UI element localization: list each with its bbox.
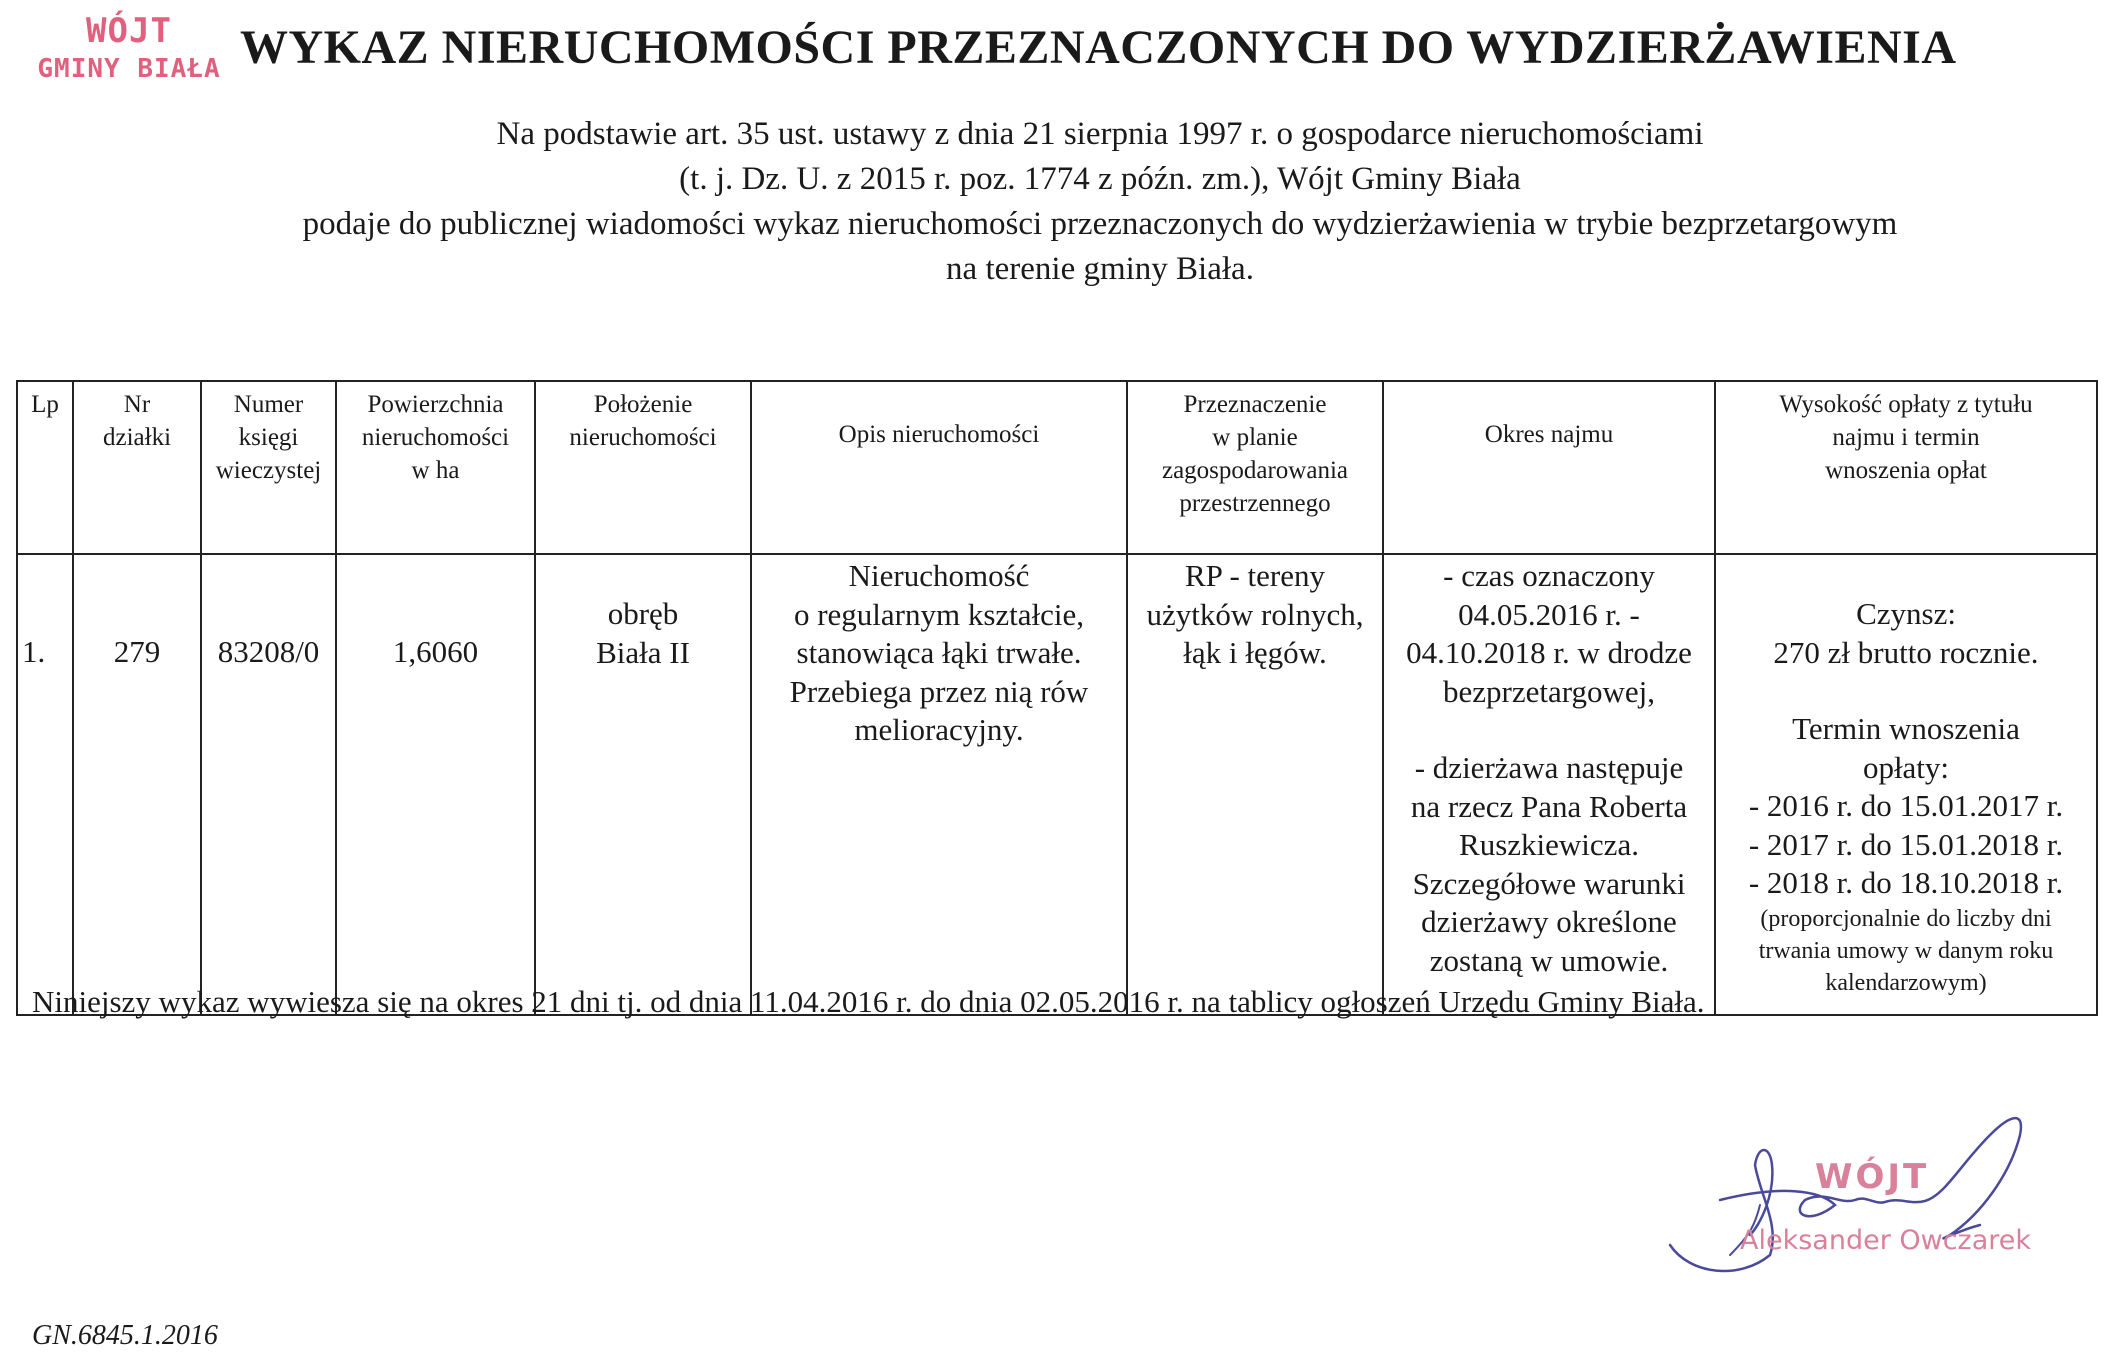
signature-stamp-title: WÓJT xyxy=(1815,1157,1930,1197)
cell-okres-part-2: - dzierżawa następuje na rzecz Pana Roberta Ruszkiewicza. Szczegółowe warunki dzierżawy określone zostaną w umowie. xyxy=(1410,750,1688,978)
signature-stamp-name: Aleksander Owczarek xyxy=(1740,1225,2032,1256)
signature-block xyxy=(1660,1105,2080,1295)
official-stamp xyxy=(14,10,244,85)
cell-powierzchnia-text: 1,6060 xyxy=(392,634,479,669)
reference-number: GN.6845.1.2016 xyxy=(32,1320,218,1351)
cell-okres xyxy=(1383,554,1715,1015)
cell-oplata-part-1: Czynsz: 270 zł brutto rocznie. xyxy=(1773,596,2039,670)
table-row xyxy=(17,554,2097,1015)
header-powierzchnia: Powierzchnia nieruchomości w ha xyxy=(336,381,535,554)
cell-powierzchnia xyxy=(336,554,535,1015)
handwritten-signature xyxy=(1660,1105,2080,1295)
header-oplata: Wysokość opłaty z tytułu najmu i termin wnoszenia opłat xyxy=(1715,381,2097,554)
stamp-line-1: WÓJT xyxy=(86,11,172,51)
header-lp: Lp xyxy=(17,381,73,554)
cell-polozenie xyxy=(535,554,751,1015)
document-title: WYKAZ NIERUCHOMOŚCI PRZEZNACZONYCH DO WYDZIERŻAWIENIA xyxy=(240,21,1957,74)
cell-opis: Nieruchomość o regularnym kształcie, stanowiąca łąki trwałe. Przebiega przez nią rów melioracyjny. xyxy=(751,554,1127,1015)
cell-lp xyxy=(17,554,73,1015)
cell-nr-dzialki-text: 279 xyxy=(113,634,161,669)
stamp-line-2: GMINY BIAŁA xyxy=(37,53,221,84)
cell-nr-dzialki xyxy=(73,554,201,1015)
intro-paragraph xyxy=(130,112,2070,292)
header-okres: Okres najmu xyxy=(1383,381,1715,554)
property-table xyxy=(16,380,2098,1016)
cell-ksiega xyxy=(201,554,336,1015)
cell-oplata xyxy=(1715,554,2097,1015)
header-ksiega: Numer księgi wieczystej xyxy=(201,381,336,554)
intro-line: (t. j. Dz. U. z 2015 r. poz. 1774 z późn. zm.), Wójt Gminy Biała xyxy=(679,161,1521,197)
cell-oplata-part-3: (proporcjonalnie do liczby dni trwania umowy w danym roku kalendarzowym) xyxy=(1758,905,2054,996)
intro-line: na terenie gminy Biała. xyxy=(946,251,1254,287)
cell-okres-part-1: - czas oznaczony 04.05.2016 r. - 04.10.2018 r. w drodze bezprzetargowej, xyxy=(1406,558,1692,709)
cell-ksiega-text: 83208/0 xyxy=(217,634,320,669)
intro-line: podaje do publicznej wiadomości wykaz nieruchomości przeznaczonych do wydzierżawienia w trybie bezprzetargowym xyxy=(302,206,1898,242)
intro-line: Na podstawie art. 35 ust. ustawy z dnia 21 sierpnia 1997 r. o gospodarce nieruchomościami xyxy=(496,116,1704,152)
table-header-row xyxy=(17,381,2097,554)
cell-oplata-part-2: Termin wnoszenia opłaty: - 2016 r. do 15.01.2017 r. - 2017 r. do 15.01.2018 r. - 2018 r. do 18.10.2018 r. xyxy=(1748,711,2064,900)
posting-notice: Niniejszy wykaz wywiesza się na okres 21 dni tj. od dnia 11.04.2016 r. do dnia 02.05.2016 r. na tablicy ogłoszeń Urzędu Gminy Biała. xyxy=(32,984,1705,1019)
header-polozenie: Położenie nieruchomości xyxy=(535,381,751,554)
cell-przeznaczenie: RP - tereny użytków rolnych, łąk i łęgów. xyxy=(1127,554,1383,1015)
header-opis: Opis nieruchomości xyxy=(751,381,1127,554)
header-nr-dzialki: Nr działki xyxy=(73,381,201,554)
header-przeznaczenie: Przeznaczenie w planie zagospodarowania przestrzennego xyxy=(1127,381,1383,554)
cell-polozenie-text: obręb Biała II xyxy=(596,596,690,670)
cell-lp-text: 1. xyxy=(22,634,46,669)
